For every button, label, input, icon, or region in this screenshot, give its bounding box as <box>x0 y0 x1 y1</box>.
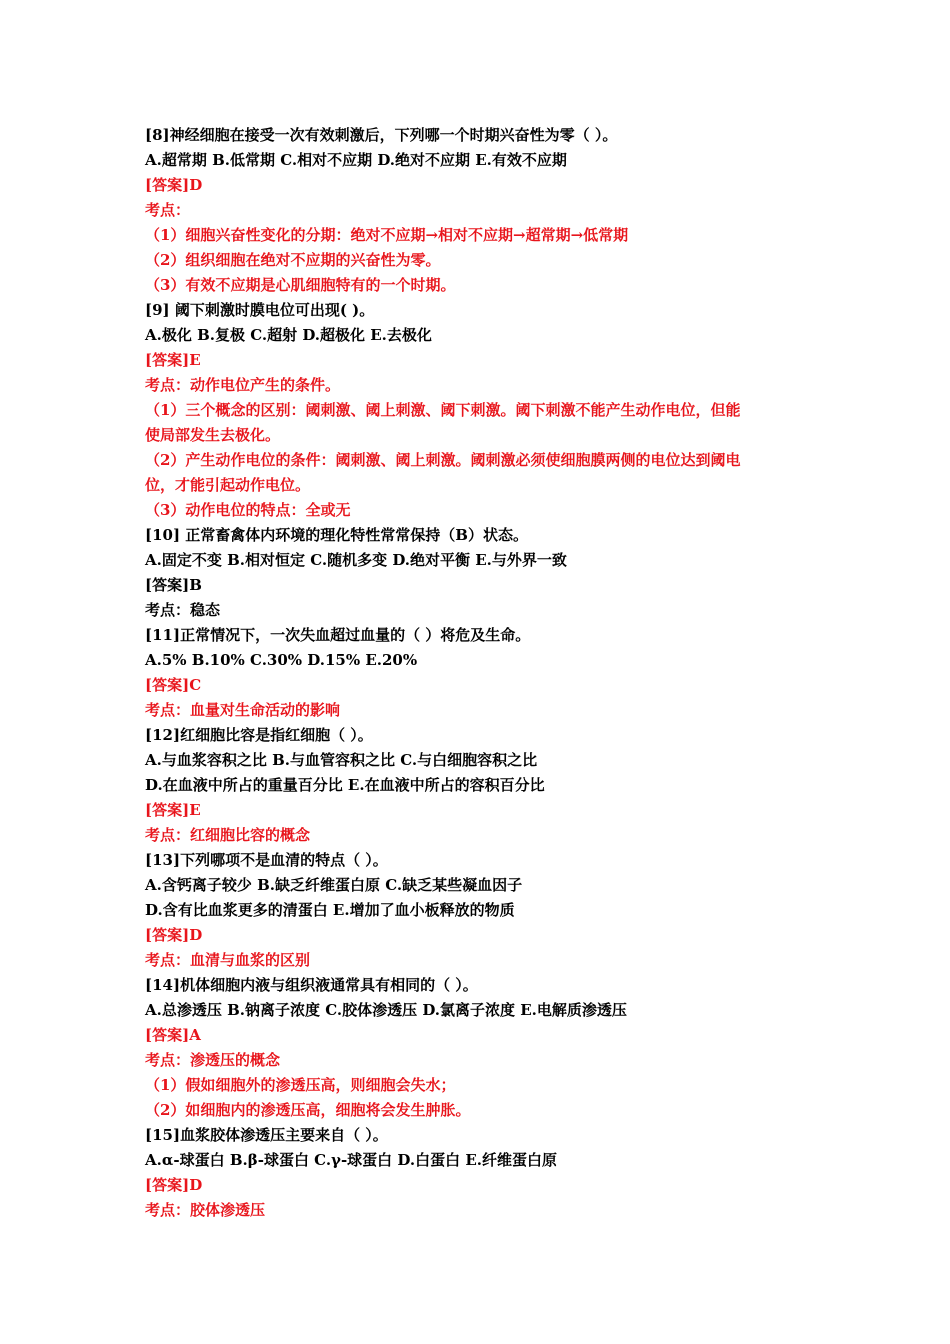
key-point-9: 考点：动作电位产生的条件。 <box>145 376 341 394</box>
question-13: [13]下列哪项不是血清的特点（ ）。 <box>145 851 388 869</box>
options-14: A.总渗透压 B.钠离子浓度 C.胶体渗透压 D.氯离子浓度 E.电解质渗透压 <box>145 1001 627 1019</box>
key-point-9-item-2b: 位，才能引起动作电位。 <box>145 476 311 494</box>
answer-11: [答案]C <box>145 676 202 694</box>
key-point-9-item-1b: 使局部发生去极化。 <box>145 426 281 444</box>
key-point-12: 考点：红细胞比容的概念 <box>145 826 311 844</box>
key-point-8: 考点： <box>145 201 191 219</box>
question-12: [12]红细胞比容是指红细胞（ ）。 <box>145 726 373 744</box>
options-8: A.超常期 B.低常期 C.相对不应期 D.绝对不应期 E.有效不应期 <box>145 151 567 169</box>
question-11: [11]正常情况下，一次失血超过血量的（ ）将危及生命。 <box>145 626 531 644</box>
answer-8: [答案]D <box>145 176 203 194</box>
answer-15: [答案]D <box>145 1176 203 1194</box>
key-point-14-item-2: （2）如细胞内的渗透压高，细胞将会发生肿胀。 <box>145 1101 471 1119</box>
key-point-14: 考点：渗透压的概念 <box>145 1051 281 1069</box>
options-12-b: D.在血液中所占的重量百分比 E.在血液中所占的容积百分比 <box>145 776 545 794</box>
options-10: A.固定不变 B.相对恒定 C.随机多变 D.绝对平衡 E.与外界一致 <box>145 551 567 569</box>
options-15: A.α-球蛋白 B.β-球蛋白 C.γ-球蛋白 D.白蛋白 E.纤维蛋白原 <box>145 1151 557 1169</box>
options-12-a: A.与血浆容积之比 B.与血管容积之比 C.与白细胞容积之比 <box>145 751 538 769</box>
question-14: [14]机体细胞内液与组织液通常具有相同的（ ）。 <box>145 976 478 994</box>
options-13-b: D.含有比血浆更多的清蛋白 E.增加了血小板释放的物质 <box>145 901 515 919</box>
question-10: [10] 正常畜禽体内环境的理化特性常常保持（B）状态。 <box>145 526 528 544</box>
key-point-9-item-1a: （1）三个概念的区别：阈刺激、阈上刺激、阈下刺激。阈下刺激不能产生动作电位，但能 <box>145 401 741 419</box>
question-15: [15]血浆胶体渗透压主要来自（ ）。 <box>145 1126 388 1144</box>
key-point-13: 考点：血清与血浆的区别 <box>145 951 311 969</box>
options-9: A.极化 B.复极 C.超射 D.超极化 E.去极化 <box>145 326 432 344</box>
key-point-14-item-1: （1）假如细胞外的渗透压高，则细胞会失水； <box>145 1076 456 1094</box>
options-13-a: A.含钙离子较少 B.缺乏纤维蛋白原 C.缺乏某些凝血因子 <box>145 876 523 894</box>
key-point-9-item-3: （3）动作电位的特点：全或无 <box>145 501 351 519</box>
key-point-9-item-2a: （2）产生动作电位的条件：阈刺激、阈上刺激。阈刺激必须使细胞膜两侧的电位达到阈电 <box>145 451 741 469</box>
answer-9: [答案]E <box>145 351 201 369</box>
key-point-8-item-3: （3）有效不应期是心肌细胞特有的一个时期。 <box>145 276 456 294</box>
question-8: [8]神经细胞在接受一次有效刺激后，下列哪一个时期兴奋性为零（ ）。 <box>145 126 618 144</box>
key-point-10: 考点：稳态 <box>145 601 221 619</box>
answer-13: [答案]D <box>145 926 203 944</box>
key-point-8-item-2: （2）组织细胞在绝对不应期的兴奋性为零。 <box>145 251 441 269</box>
answer-14: [答案]A <box>145 1026 201 1044</box>
answer-12: [答案]E <box>145 801 201 819</box>
key-point-8-item-1: （1）细胞兴奋性变化的分期：绝对不应期→相对不应期→超常期→低常期 <box>145 226 629 244</box>
question-9: [9] 阈下刺激时膜电位可出现( )。 <box>145 301 375 319</box>
key-point-11: 考点：血量对生命活动的影响 <box>145 701 341 719</box>
document-page <box>145 123 810 1223</box>
key-point-15: 考点：胶体渗透压 <box>145 1201 266 1219</box>
options-11: A.5% B.10% C.30% D.15% E.20% <box>145 651 418 669</box>
answer-10: [答案]B <box>145 576 202 594</box>
